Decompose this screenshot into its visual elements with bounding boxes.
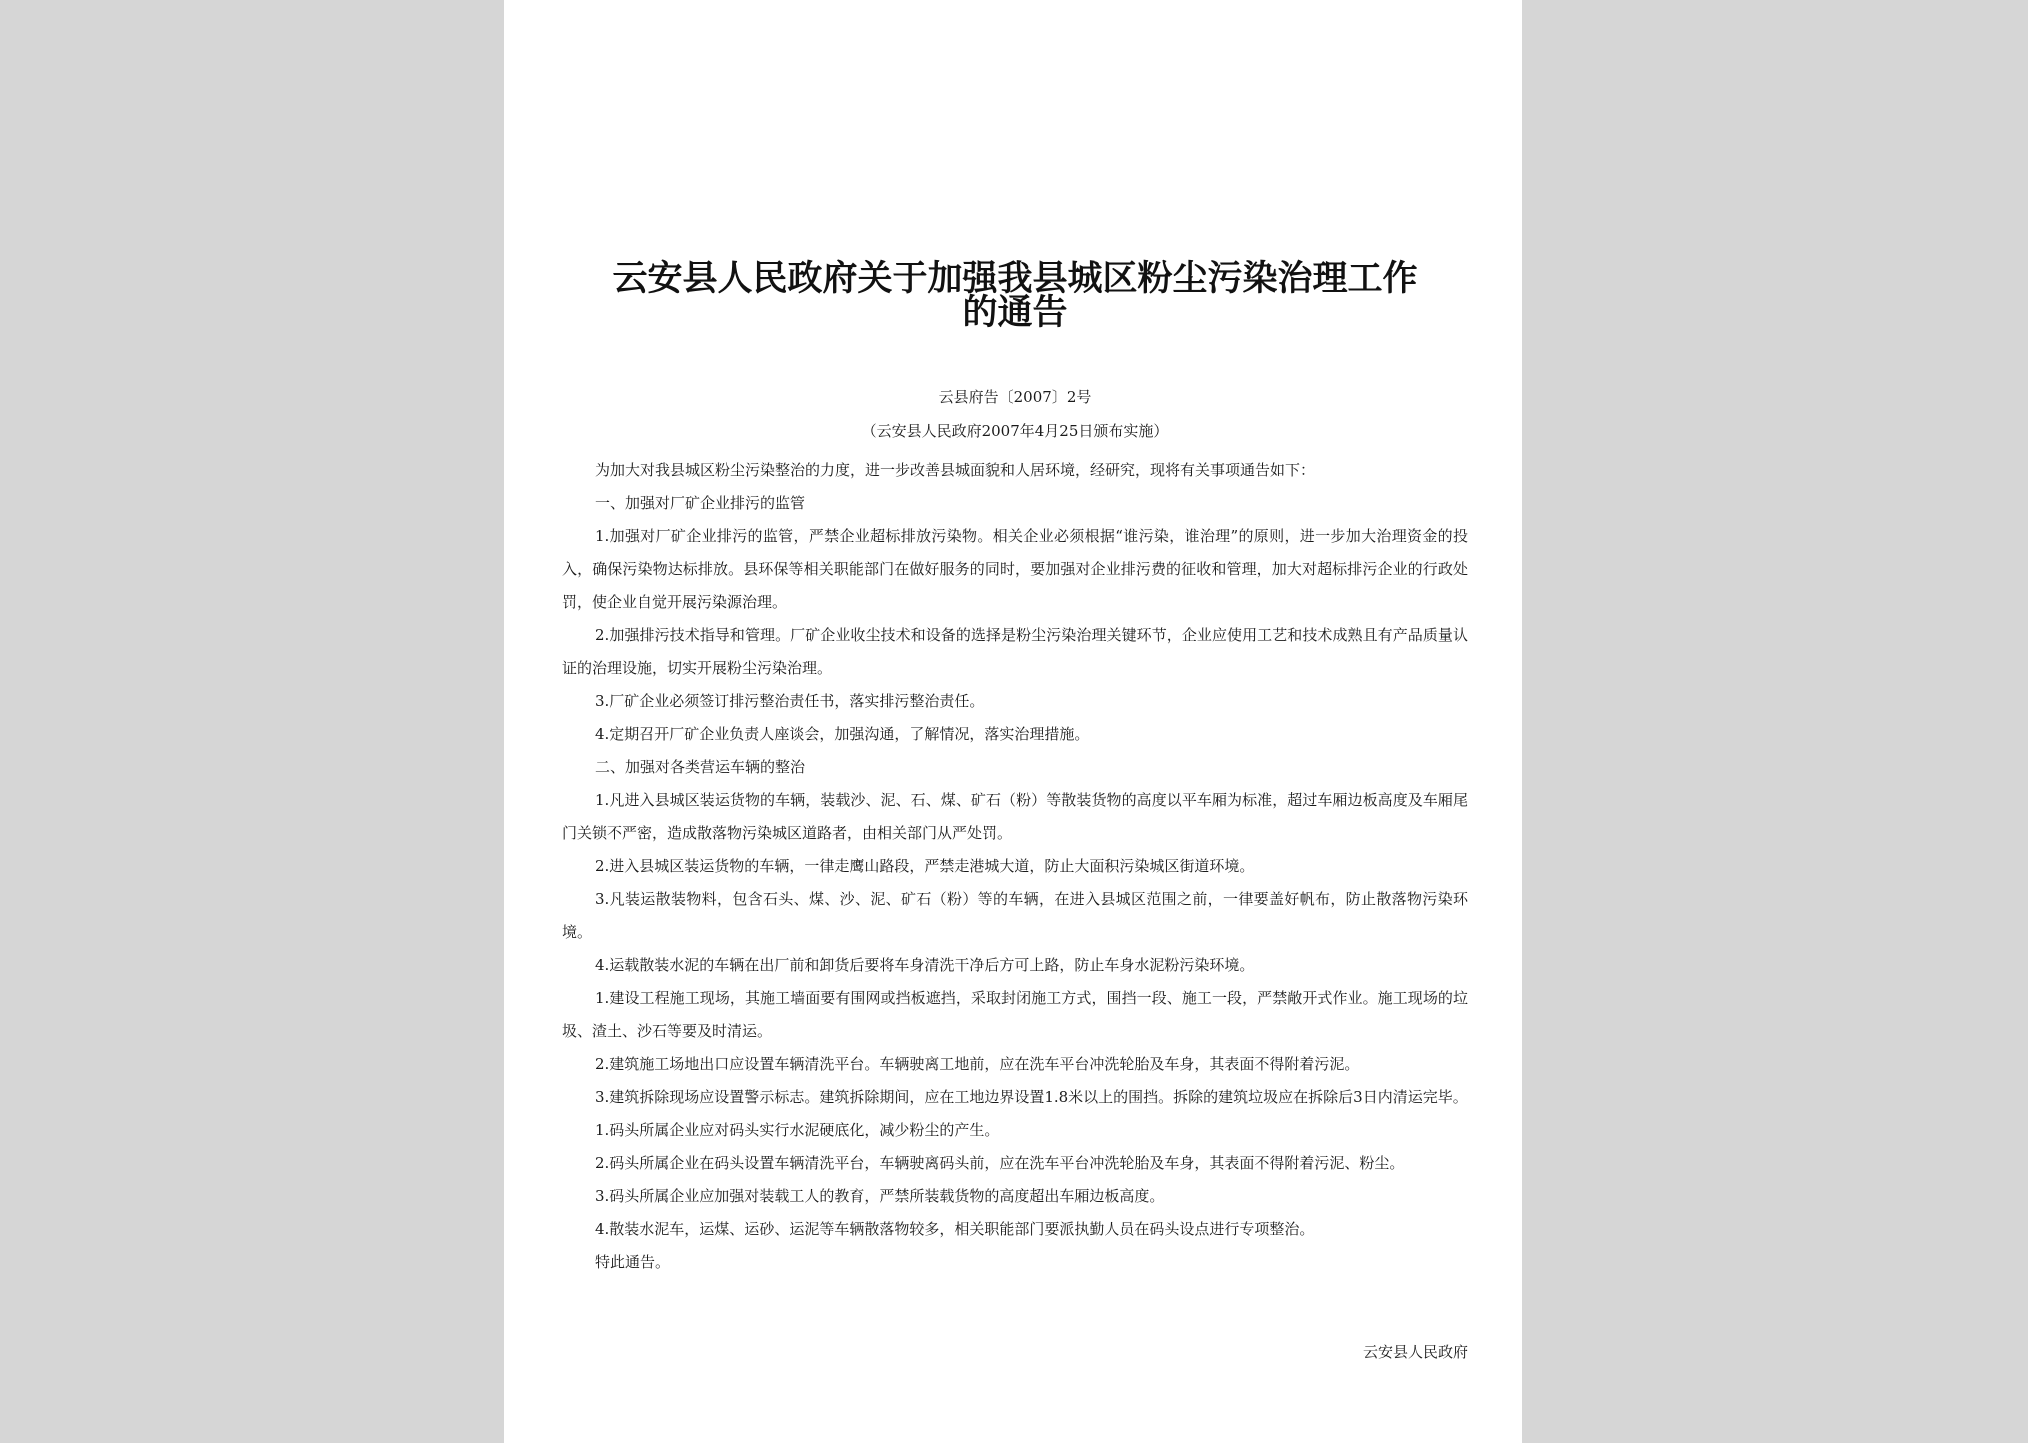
section-heading-2: 二、加强对各类营运车辆的整治 bbox=[595, 758, 806, 776]
paragraph: 4.运载散装水泥的车辆在出厂前和卸货后要将车身清洗干净后方可上路，防止车身水泥粉污染环境。 bbox=[595, 956, 1255, 974]
paragraph: 2.建筑施工场地出口应设置车辆清洗平台。车辆驶离工地前，应在洗车平台冲洗轮胎及车身，其表面不得附着污泥。 bbox=[595, 1055, 1360, 1073]
paragraph: 2.码头所属企业在码头设置车辆清洗平台，车辆驶离码头前，应在洗车平台冲洗轮胎及车身，其表面不得附着污泥、粉尘。 bbox=[595, 1154, 1405, 1172]
document-number: 云县府告〔2007〕2号 bbox=[938, 388, 1092, 406]
title-line-2: 的通告 bbox=[962, 292, 1068, 333]
paragraph: 4.散装水泥车，运煤、运砂、运泥等车辆散落物较多，相关职能部门要派执勤人员在码头设点进行专项整治。 bbox=[595, 1220, 1315, 1238]
paragraph: 1.码头所属企业应对码头实行水泥硬底化，减少粉尘的产生。 bbox=[595, 1121, 1000, 1139]
paragraph: 3.码头所属企业应加强对装载工人的教育，严禁所装载货物的高度超出车厢边板高度。 bbox=[595, 1187, 1165, 1205]
paragraph: 1.凡进入县城区装运货物的车辆，装载沙、泥、石、煤、矿石（粉）等散装货物的高度以平车厢为标准，超过车厢边板高度及车厢尾门关锁不严密，造成散落物污染城区道路者，由相关部门从严处罚。 bbox=[562, 791, 1468, 842]
paragraph: 3.凡装运散装物料，包含石头、煤、沙、泥、矿石（粉）等的车辆，在进入县城区范围之前，一律要盖好帆布，防止散落物污染环境。 bbox=[562, 890, 1468, 941]
paragraph-closing: 特此通告。 bbox=[595, 1253, 671, 1271]
paragraph: 3.厂矿企业必须签订排污整治责任书，落实排污整治责任。 bbox=[595, 692, 985, 710]
document-page bbox=[504, 0, 1522, 1443]
paragraph: 3.建筑拆除现场应设置警示标志。建筑拆除期间，应在工地边界设置1.8米以上的围挡。拆除的建筑垃圾应在拆除后3日内清运完毕。 bbox=[595, 1088, 1468, 1106]
paragraph: 1.建设工程施工现场，其施工墙面要有围网或挡板遮挡，采取封闭施工方式，围挡一段、施工一段，严禁敞开式作业。施工现场的垃圾、渣土、沙石等要及时清运。 bbox=[562, 989, 1468, 1040]
paragraph: 1.加强对厂矿企业排污的监管，严禁企业超标排放污染物。相关企业必须根据“谁污染，谁治理”的原则，进一步加大治理资金的投入，确保污染物达标排放。县环保等相关职能部门在做好服务的同时，要加强对企业排污费的征收和管理，加大对超标排污企业的行政处罚，使企业自觉开展污染源治理。 bbox=[562, 527, 1468, 611]
paragraph: 2.进入县城区装运货物的车辆，一律走鹰山路段，严禁走港城大道，防止大面积污染城区街道环境。 bbox=[595, 857, 1255, 875]
document-body bbox=[562, 454, 1468, 1279]
section-heading-1: 一、加强对厂矿企业排污的监管 bbox=[595, 494, 806, 512]
signature: 云安县人民政府 bbox=[1362, 1343, 1468, 1361]
paragraph: 2.加强排污技术指导和管理。厂矿企业收尘技术和设备的选择是粉尘污染治理关键环节，企业应使用工艺和技术成熟且有产品质量认证的治理设施，切实开展粉尘污染治理。 bbox=[562, 626, 1468, 677]
document-title bbox=[562, 258, 1468, 333]
paragraph-intro: 为加大对我县城区粉尘污染整治的力度，进一步改善县城面貌和人居环境，经研究，现将有关事项通告如下： bbox=[595, 461, 1316, 479]
title-line-1: 云安县人民政府关于加强我县城区粉尘污染治理工作 bbox=[612, 258, 1418, 299]
issue-note: （云安县人民政府2007年4月25日颁布实施） bbox=[861, 422, 1169, 440]
paragraph: 4.定期召开厂矿企业负责人座谈会，加强沟通，了解情况，落实治理措施。 bbox=[595, 725, 1090, 743]
